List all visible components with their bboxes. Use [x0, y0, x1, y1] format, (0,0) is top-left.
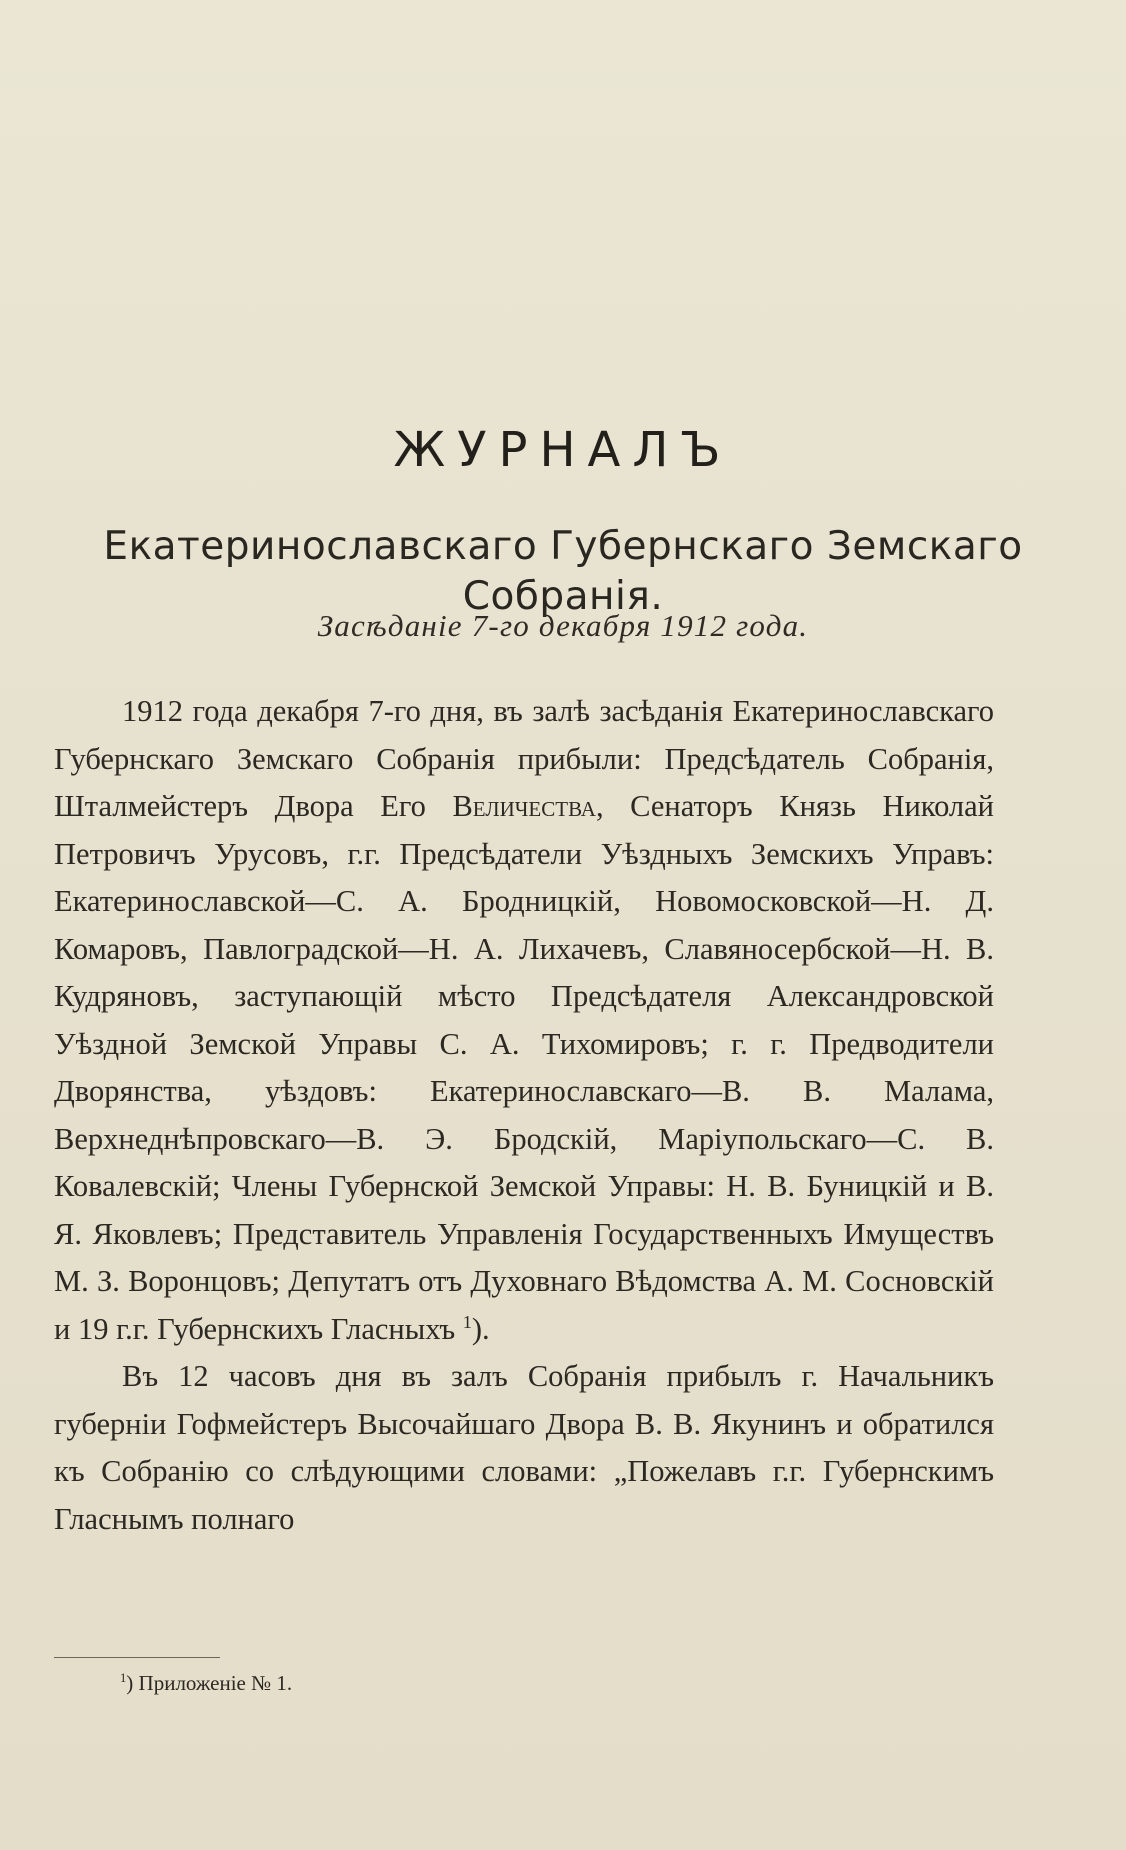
paragraph-attendees-end: ).	[471, 1311, 490, 1346]
footnote-divider	[54, 1657, 220, 1658]
paragraph-governor-arrival: Въ 12 часовъ дня въ залъ Собранія прибылъ г. Начальникъ губерніи Гофмейстеръ Высочайшаго Двора В. В. Якунинъ и обратился къ Собранію со слѣдующими словами: „Пожелавъ г.г. Губернскимъ Гласнымъ полнаго	[54, 1359, 994, 1536]
paragraph-attendees	[54, 688, 994, 1353]
paragraph-attendees-part-a: 1912 года декабря 7-го дня, въ залѣ засѣданія Екатеринославскаго Губернскаго Земскаго Собранія прибыли: Предсѣдатель Собранія, Шталмейстеръ Двора Его	[54, 694, 994, 823]
paragraph-attendees-smallcaps: Величества	[452, 789, 596, 823]
footnote-text: ) Приложеніе № 1.	[126, 1671, 293, 1695]
paragraph-attendees-part-b: , Сенаторъ Князь Николай Петровичъ Урусовъ, г.г. Предсѣдатели Уѣздныхъ Земскихъ Управъ: Екатеринославской—С. А. Бродницкій, Новомосковской—Н. Д. Комаровъ, Павлоградской—Н. А. Лихачевъ, Славяносербской—Н. В. Кудряновъ, заступающій мѣсто Предсѣдателя Александровской Уѣздной Земской Управы С. А. Тихомировъ; г. г. Предводители Дворянства, уѣздовъ: Екатеринославскаго—В. В. Малама, Верхнеднѣпровскаго—В. Э. Бродскій, Маріупольскаго—С. В. Ковалевскій; Члены Губернской Земской Управы: Н. В. Буницкій и В. Я. Яковлевъ; Представитель Управленія Государственныхъ Имуществъ М. З. Воронцовъ; Депутатъ отъ Духовнаго Вѣдомства А. М. Сосновскій и 19 г.г. Губернскихъ Гласныхъ	[54, 789, 995, 1346]
journal-title: ЖУРНАЛЪ	[393, 422, 733, 478]
footnote-marker: 1	[120, 1671, 127, 1685]
session-date: Засѣданіе 7-го декабря 1912 года.	[317, 608, 809, 643]
assembly-subtitle: Екатеринославскаго Губернскаго Земскаго Собранія.	[103, 524, 1023, 619]
footnote	[120, 1668, 292, 1698]
footnote-reference: 1	[462, 1311, 472, 1332]
body-text	[54, 688, 994, 1543]
